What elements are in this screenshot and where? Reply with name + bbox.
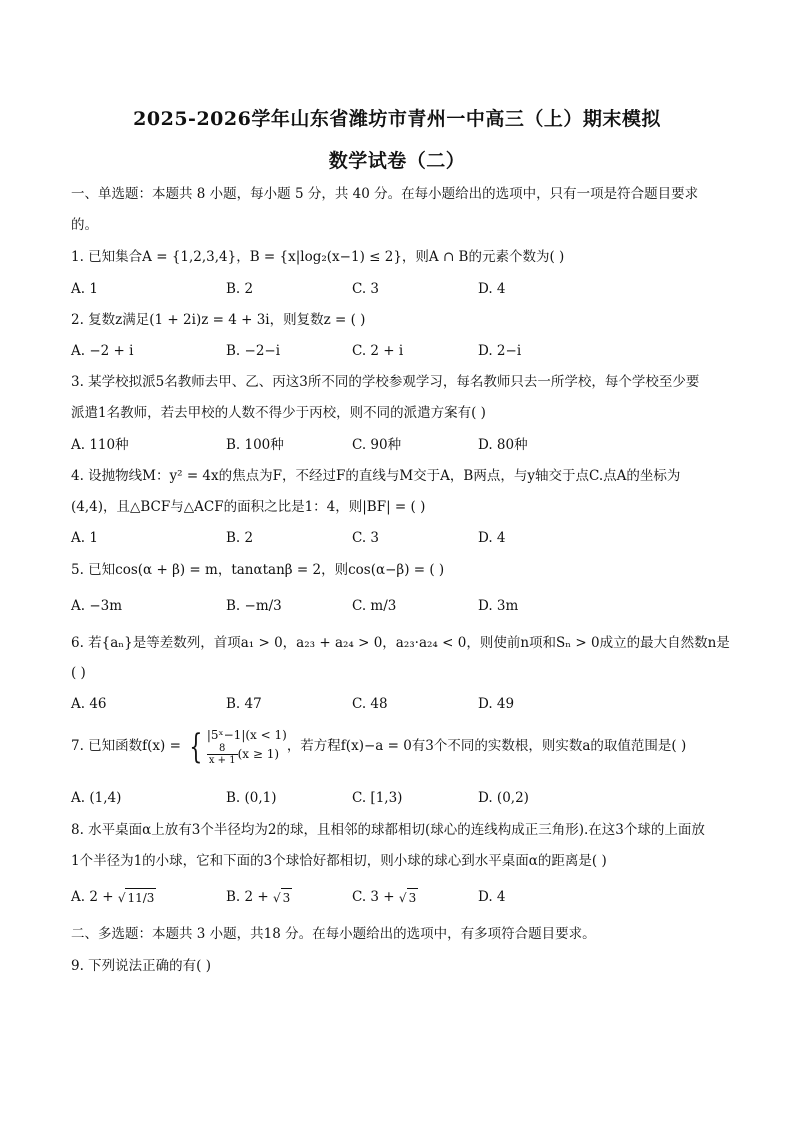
section1-heading-cont: 的。 — [71, 217, 98, 233]
question-2-stem: 2. 复数z满足(1 + 2i)z = 4 + 3i，则复数z = ( ) — [71, 312, 366, 328]
q6-option-b: B. 47 — [226, 696, 262, 712]
question-8-stem-cont: 1个半径为1的小球，它和下面的3个球恰好都相切，则小球的球心到水平桌面α的距离是( ) — [71, 853, 607, 869]
q7-option-a: A. (1,4) — [71, 790, 122, 806]
sqrt-symbol: √ 3 — [273, 888, 292, 907]
question-6-stem: 6. 若{aₙ}是等差数列，首项a₁ > 0，a₂₃ + a₂₄ > 0，a₂₃·a₂₄ < 0，则使前n项和Sₙ > 0成立的最大自然数n是 — [71, 635, 730, 651]
section1-heading: 一、单选题：本题共 8 小题，每小题 5 分，共 40 分。在每小题给出的选项中，只有一项是符合题目要求 — [71, 186, 699, 202]
q3-option-c: C. 90种 — [352, 437, 402, 453]
q7-stem-start: 7. 已知函数f(x) = — [71, 738, 186, 754]
q1-option-c: C. 3 — [352, 281, 380, 297]
q8-option-b-label: B. 2 + — [226, 889, 273, 905]
q3-option-b: B. 100种 — [226, 437, 284, 453]
question-3-stem: 3. 某学校拟派5名教师去甲、乙、丙这3所不同的学校参观学习，每名教师只去一所学校，每个学校至少要 — [71, 374, 700, 390]
q3-option-d: D. 80种 — [478, 437, 528, 453]
q5-option-a: A. −3m — [71, 598, 123, 614]
piecewise-case-1: |5ˣ−1|(x < 1) — [206, 727, 287, 742]
q4-option-b: B. 2 — [226, 530, 254, 546]
q8-option-d: D. 4 — [478, 889, 506, 905]
question-8-stem: 8. 水平桌面α上放有3个半径均为2的球，且相邻的球都相切(球心的连线构成正三角形).在这3个球的上面放 — [71, 822, 705, 838]
q2-option-b: B. −2−i — [226, 343, 281, 359]
piecewise-case-2 — [207, 743, 287, 766]
q4-option-c: C. 3 — [352, 530, 380, 546]
q8-option-c-label: C. 3 + — [352, 889, 399, 905]
q8-option-b-radicand: 3 — [281, 888, 293, 907]
q6-option-a: A. 46 — [71, 696, 107, 712]
question-6-stem-cont: ( ) — [71, 665, 86, 681]
piecewise-brace: { — [189, 726, 203, 767]
exam-title-line1: 2025-2026学年山东省潍坊市青州一中高三（上）期末模拟 — [133, 108, 661, 130]
q7-option-b: B. (0,1) — [226, 790, 277, 806]
q8-option-a — [71, 888, 156, 907]
q8-option-c-radicand: 3 — [407, 888, 419, 907]
q8-option-a-radicand: 11/3 — [125, 888, 156, 907]
question-9-stem: 9. 下列说法正确的有( ) — [71, 958, 211, 974]
question-5-stem: 5. 已知cos(α + β) = m，tanαtanβ = 2，则cos(α−β) = ( ) — [71, 562, 445, 578]
q1-option-b: B. 2 — [226, 281, 254, 297]
q5-option-c: C. m/3 — [352, 598, 397, 614]
q3-option-a: A. 110种 — [71, 437, 129, 453]
section2-heading: 二、多选题：本题共 3 小题，共18 分。在每小题给出的选项中，有多项符合题目要求。 — [71, 926, 596, 942]
q6-option-d: D. 49 — [478, 696, 515, 712]
q5-option-b: B. −m/3 — [226, 598, 282, 614]
question-4-stem-cont: (4,4)，且△BCF与△ACF的面积之比是1：4，则|BF| = ( ) — [71, 499, 426, 515]
fraction-denominator: x + 1 — [208, 754, 236, 766]
question-7-stem — [71, 726, 723, 766]
q5-option-d: D. 3m — [478, 598, 519, 614]
piecewise-cases — [207, 728, 287, 766]
sqrt-symbol: √ 11/3 — [118, 888, 157, 907]
q4-option-a: A. 1 — [71, 530, 98, 546]
exam-title-line2: 数学试卷（二） — [328, 150, 466, 172]
q1-option-d: D. 4 — [478, 281, 506, 297]
q8-option-b — [226, 888, 292, 907]
q2-option-d: D. 2−i — [478, 343, 522, 359]
q2-option-a: A. −2 + i — [71, 343, 134, 359]
q7-option-c: C. [1,3) — [352, 790, 403, 806]
piecewise-case-2-condition: (x ≥ 1) — [237, 746, 280, 761]
q2-option-c: C. 2 + i — [352, 343, 404, 359]
question-3-stem-cont: 派遣1名教师，若去甲校的人数不得少于丙校，则不同的派遣方案有( ) — [71, 405, 486, 421]
question-1-stem: 1. 已知集合A = {1,2,3,4}，B = {x|log₂(x−1) ≤ 2}，则A ∩ B的元素个数为( ) — [71, 249, 565, 265]
q8-option-a-label: A. 2 + — [71, 889, 118, 905]
q4-option-d: D. 4 — [478, 530, 506, 546]
q7-stem-end: ，若方程f(x)−a = 0有3个不同的实数根，则实数a的取值范围是( ) — [286, 738, 687, 754]
fraction-numerator: 8 — [207, 743, 238, 755]
q6-option-c: C. 48 — [352, 696, 388, 712]
q1-option-a: A. 1 — [71, 281, 98, 297]
q8-option-c — [352, 888, 418, 907]
sqrt-symbol: √ 3 — [399, 888, 418, 907]
fraction-8-over-x-plus-1 — [207, 743, 238, 766]
q7-option-d: D. (0,2) — [478, 790, 529, 806]
question-4-stem: 4. 设抛物线M：y² = 4x的焦点为F，不经过F的直线与M交于A，B两点，与y轴交于点C.点A的坐标为 — [71, 468, 681, 484]
